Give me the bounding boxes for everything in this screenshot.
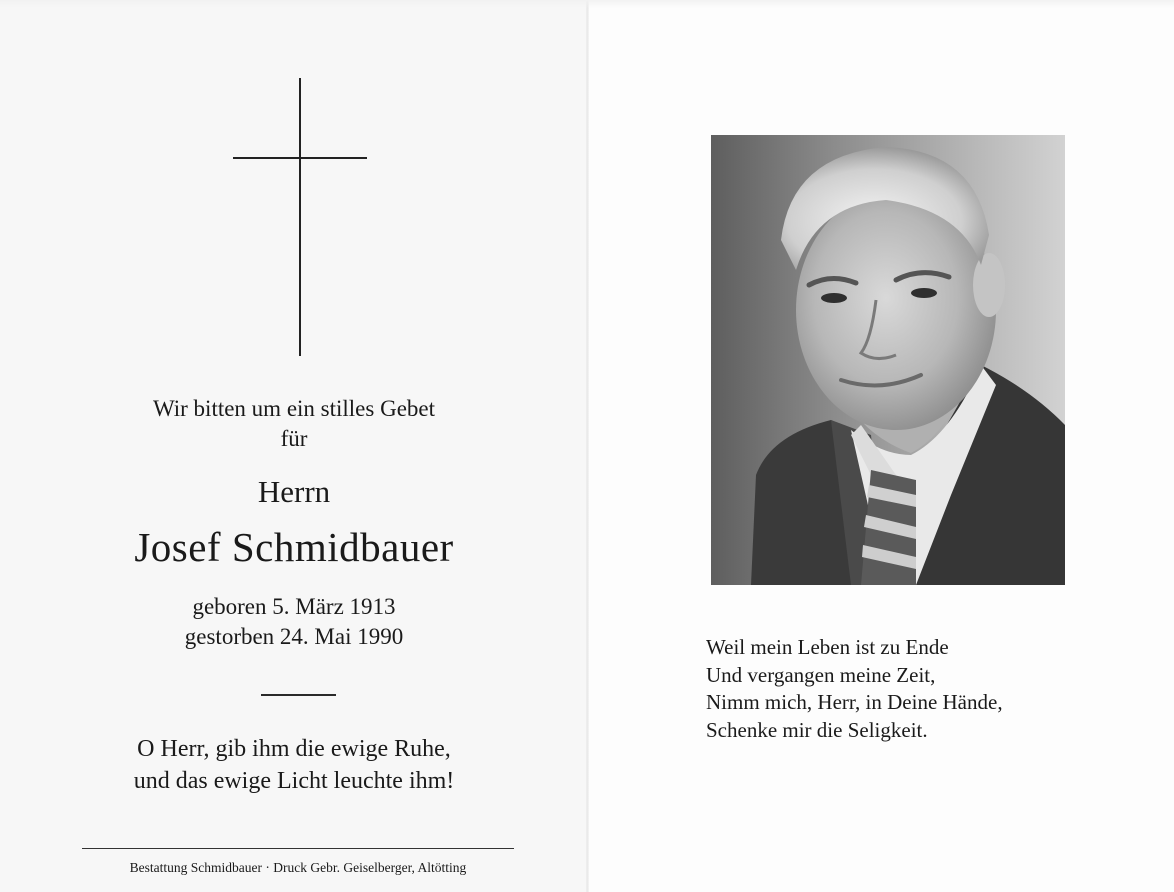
card-top-edge — [0, 0, 1174, 8]
footer-rule — [82, 848, 514, 849]
blessing-line-1: O Herr, gib ihm die ewige Ruhe, — [137, 736, 451, 762]
cross-vertical-beam — [299, 78, 301, 356]
life-dates — [0, 592, 588, 652]
poem-line-2: Und vergangen meine Zeit, — [706, 662, 936, 687]
printer-credit: Bestattung Schmidbauer · Druck Gebr. Geiselberger, Altötting — [129, 860, 467, 875]
blessing — [0, 733, 588, 797]
blessing-line-2: und das ewige Licht leuchte ihm! — [133, 768, 455, 794]
prayer-request-line-2: für — [280, 426, 308, 451]
honorific: Herrn — [257, 474, 331, 509]
deceased-name: Josef Schmidbauer — [134, 524, 454, 570]
portrait-photo — [711, 135, 1065, 585]
cross-icon — [233, 78, 367, 356]
memorial-poem — [706, 634, 1003, 744]
poem-line-3: Nimm mich, Herr, in Deine Hände, — [706, 690, 1003, 714]
portrait-illustration — [711, 135, 1065, 585]
poem-line-1: Weil mein Leben ist zu Ende — [706, 635, 949, 659]
poem-line-4: Schenke mir die Seligkeit. — [706, 717, 928, 742]
cross-horizontal-beam — [233, 157, 367, 159]
prayer-request-line-1: Wir bitten um ein stilles Gebet — [152, 396, 436, 421]
divider-rule — [261, 694, 336, 696]
prayer-request — [0, 394, 588, 454]
death-date: gestorben 24. Mai 1990 — [184, 624, 404, 649]
birth-date: geboren 5. März 1913 — [192, 594, 396, 619]
